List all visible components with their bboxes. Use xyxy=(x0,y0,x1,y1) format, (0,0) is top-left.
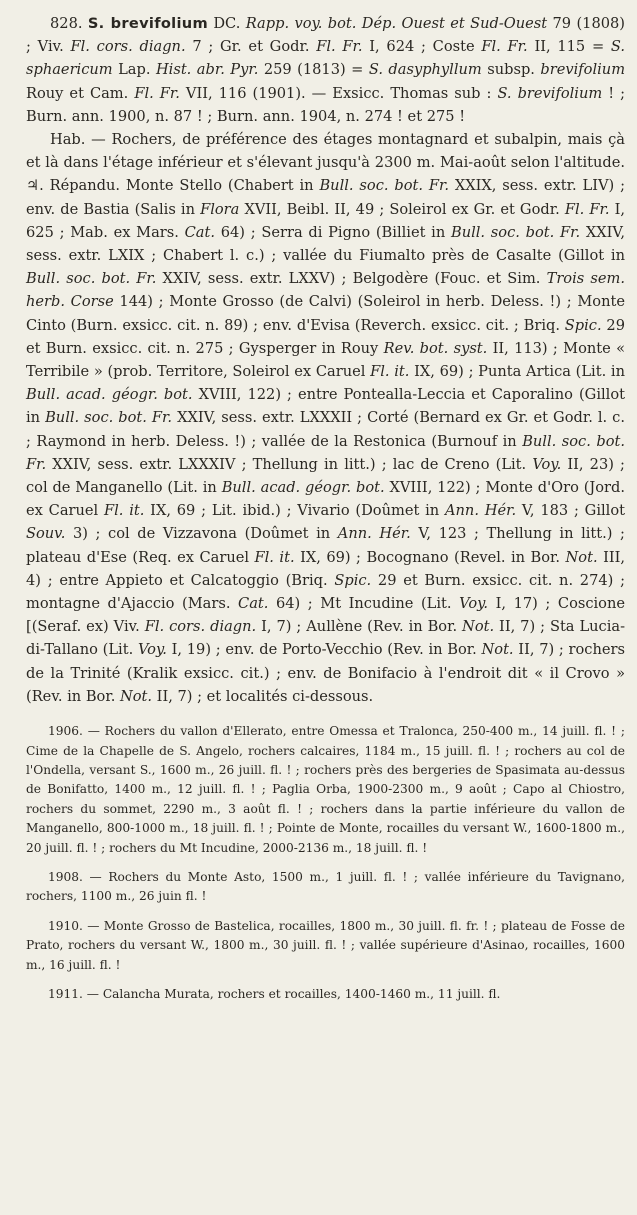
ref-text: VII, 116 (1901). — Exsicc. Thomas sub : xyxy=(185,84,492,102)
ref-title: Fl. Fr. xyxy=(134,84,180,102)
ref-text: II, 115 = xyxy=(534,38,605,56)
ref-title: Not. xyxy=(119,687,153,705)
observation-paragraph: 1908. — Rochers du Monte Asto, 1500 m., 1 juill. fl. ! ; vallée inférieure du Tavignano, rochers, 1100 m., 26 juin fl. ! xyxy=(26,869,625,904)
species-name: S. brevifolium xyxy=(87,15,208,32)
habitat-text: IX, 69 ; Lit. ibid.) ; Vivario (Doûmet in xyxy=(144,502,445,520)
habitat-text: 144) ; Monte Grosso (de Calvi) (Soleirol in herb. Deless. !) ; Monte Cinto (Burn. exsicc. cit. n. 89) ; env. d'Evisa (Reverch. exsicc. cit. ; Briq. xyxy=(26,293,625,334)
ref-text: 259 (1813) = xyxy=(263,61,364,79)
ref-title: Rapp. voy. bot. Dép. Ouest et Sud-Ouest xyxy=(245,15,548,32)
habitat-text: I, 625 ; Mab. ex Mars. xyxy=(26,200,625,241)
species-entry xyxy=(26,12,625,128)
observation-paragraph: 1906. — Rochers du vallon d'Ellerato, entre Omessa et Tralonca, 250-400 m., 14 juill. fl. ! ; Cime de la Chapelle de S. Angelo, rochers calcaires, 1184 m., 15 juill. fl. ! ; rochers au col de l'Ondella, versant S., 1600 m., 26 juill. fl. ! ; rochers près des bergeries de Spasimata au-dessus de Bonifatto, 1400 m., 12 juill. fl. ! ; Paglia Orba, 1900-2300 m., 9 août ; Capo al Chiostro, rochers du sommet, 2290 m., 3 août fl. ! ; rochers dans la partie inférieure du vallon de Manganello, 800-1000 m., 18 juill. fl. ! ; Pointe de Monte, rocailles du versant W., 1600-1800 m., 20 juill. fl. ! ; rochers du Mt Incudine, 2000-2136 m., 18 juill. fl. ! xyxy=(26,724,625,855)
habitat-text: XXIV, sess. extr. LXXXIV ; Thellung in litt.) ; lac de Creno (Lit. xyxy=(46,455,533,473)
ref-title: Bull. acad. géogr. bot. xyxy=(221,479,385,497)
observations xyxy=(26,722,625,1004)
habitat-text: V, 183 ; Gillot xyxy=(516,502,625,520)
habitat-text: II, 23) ; col de Manganello (Lit. in xyxy=(26,455,625,497)
ref-title: Not. xyxy=(462,618,495,636)
ref-title: Fl. Fr. xyxy=(564,200,610,218)
habitat-text: I, 7) ; Aullène (Rev. in Bor. xyxy=(256,618,463,636)
habitat-text: V, 123 ; Thellung in litt.) ; plateau d'Ese (Req. ex Caruel xyxy=(26,525,625,566)
ref-title: Voy. xyxy=(459,595,489,613)
ref-title: Ann. Hér. xyxy=(444,502,517,520)
habitat-text: XXIV, sess. extr. LXXXII ; Corté (Bernard ex Gr. et Godr. l. c. ; Raymond in herb. Deless. !) ; vallée de la Restonica (Burnouf in xyxy=(26,409,625,450)
ref-text: ! ; Burn. ann. 1900, n. 87 ! ; Burn. ann. 1904, n. 274 ! et 275 ! xyxy=(26,84,626,125)
ref-title: Rev. bot. syst. xyxy=(383,339,488,357)
ref-text: Rouy et Cam. xyxy=(26,84,129,102)
habitat-text: IX, 69) ; Bocognano (Revel. in Bor. xyxy=(294,548,566,566)
main-text xyxy=(26,12,625,708)
habitat-text: II, 7) ; et localités ci-dessous. xyxy=(152,687,374,705)
habitat-text: 29 et Burn. exsicc. cit. n. 274) ; montagne d'Ajaccio (Mars. xyxy=(26,571,625,613)
ref-title: Fl. Fr. xyxy=(481,38,528,56)
species-authority: DC. xyxy=(213,15,241,32)
ref-title: Fl. Fr. xyxy=(316,38,363,56)
ref-title: Flora xyxy=(200,200,240,218)
habitat-text: 29 et Burn. exsicc. cit. n. 275 ; Gysperger in Rouy xyxy=(26,316,625,357)
ref-title: Fl. it. xyxy=(370,363,410,381)
ref-title: Bull. acad. géogr. bot. xyxy=(26,386,193,404)
ref-title: Bull. soc. bot. Fr. xyxy=(319,177,449,195)
ref-title: Bull. soc. bot. Fr. xyxy=(26,270,157,288)
ref-title: Bull. soc. bot. Fr. xyxy=(450,223,581,241)
observation-paragraph: 1911. — Calancha Murata, rochers et rocailles, 1400-1460 m., 11 juill. fl. xyxy=(48,986,501,1001)
ref-text: 7 ; Gr. et Godr. xyxy=(192,38,310,56)
ref-title: Trois sem. herb. Corse xyxy=(26,270,625,311)
habitat-text: XVIII, 122) ; entre Pontealla-Leccia et Caporalino (Gillot in xyxy=(26,386,625,427)
ref-title: Bull. soc. bot. Fr. xyxy=(26,432,625,473)
habitat-text: XVIII, 122) ; Monte d'Oro (Jord. ex Caruel xyxy=(26,479,625,520)
habitat-text: I, 19) ; env. de Porto-Vecchio (Rev. in Bor. xyxy=(166,641,482,659)
ref-text: subsp. xyxy=(487,61,535,79)
habitat-text: XXIV, sess. extr. LXXV) ; Belgodère (Fouc. et Sim. xyxy=(156,270,547,288)
habitat-text: 64) ; Mt Incudine (Lit. xyxy=(268,595,460,613)
habitat-text: XVII, Beibl. II, 49 ; Soleirol ex Gr. et Godr. xyxy=(239,200,565,218)
habitat-text: Hab. — Rochers, de préférence des étages montagnard et subalpin, mais çà et là dans l'étage inférieur et s'élevant jusqu'à 2300 m. Mai-août selon l'altitude. ♃. Répandu. Monte Stello (Chabert in xyxy=(26,131,625,195)
ref-title: Bull. soc. bot. Fr. xyxy=(45,409,173,427)
ref-title: Cat. xyxy=(184,223,216,241)
synonym-name: S. dasyphyllum xyxy=(368,61,482,79)
ref-title: Not. xyxy=(565,548,598,566)
habitat-text: II, 113) ; Monte « Terribile » (prob. Territore, Soleirol ex Caruel xyxy=(26,339,625,381)
synonym-name: S. brevifolium xyxy=(497,84,603,102)
ref-title: Fl. cors. diagn. xyxy=(144,618,257,636)
habitat-text: I, 17) ; Coscione [(Seraf. ex) Viv. xyxy=(26,595,626,636)
ref-text: Lap. xyxy=(118,61,151,79)
habitat-text: 3) ; col de Vizzavona (Doûmet in xyxy=(65,525,338,543)
ref-title: Cat. xyxy=(238,595,269,613)
habitat-text: 64) ; Serra di Pigno (Billiet in xyxy=(215,223,451,241)
ref-title: Souv. xyxy=(26,525,66,543)
ref-title: Spic. xyxy=(334,571,372,589)
habitat-paragraph xyxy=(26,128,625,708)
ref-title: Not. xyxy=(481,641,514,659)
habitat-text: XXIV, sess. extr. LXIX ; Chabert l. c.) ; vallée du Fiumalto près de Casalte (Gillot in xyxy=(26,223,626,265)
entry-number: 828. xyxy=(50,15,83,32)
ref-text: I, 624 ; Coste xyxy=(369,38,475,56)
ref-title: Ann. Hér. xyxy=(337,525,411,543)
ref-title: Voy. xyxy=(532,455,562,473)
habitat-text: III, 4) ; entre Appieto et Calcatoggio (Briq. xyxy=(26,548,625,589)
synonym-name: S. sphaericum xyxy=(26,38,626,79)
habitat-text: IX, 69) ; Punta Artica (Lit. in xyxy=(409,363,625,381)
ref-title: Hist. abr. Pyr. xyxy=(155,61,259,79)
ref-title: Spic. xyxy=(564,316,602,334)
ref-title: Fl. it. xyxy=(254,548,295,566)
habitat-text: II, 7) ; Sta Lucia-di-Tallano (Lit. xyxy=(26,618,626,659)
habitat-text: XXIX, sess. extr. LIV) ; env. de Bastia (Salis in xyxy=(26,177,625,218)
ref-title: Voy. xyxy=(137,641,167,659)
observation-paragraph: 1910. — Monte Grosso de Bastelica, rocailles, 1800 m., 30 juill. fl. fr. ! ; plateau de Fosse de Prato, rochers du versant W., 1800 m., 30 juill. fl. ! ; vallée supérieure d'Asinao, rocailles, 1600 m., 16 juill. fl. ! xyxy=(26,918,625,972)
habitat-text: II, 7) ; rochers de la Trinité (Kralik exsicc. cit.) ; env. de Bonifacio à l'endroit dit « il Crovo » (Rev. in Bor. xyxy=(26,641,625,705)
synonym-name: brevifolium xyxy=(540,61,626,79)
ref-title: Fl. it. xyxy=(104,502,145,520)
ref-text: 79 (1808) ; Viv. xyxy=(26,15,625,56)
ref-title: Fl. cors. diagn. xyxy=(70,38,186,56)
